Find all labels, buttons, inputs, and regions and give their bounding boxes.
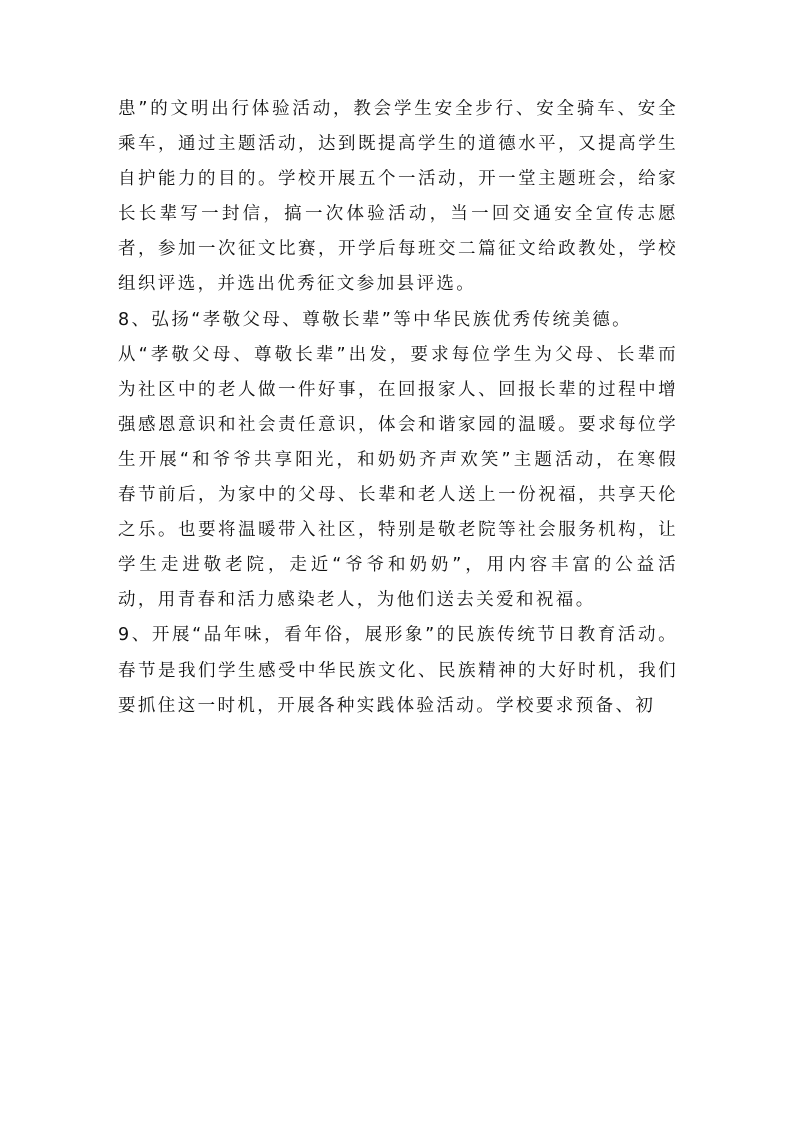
paragraph-item-9: 9、开展“品年味，看年俗，展形象”的民族传统节日教育活动。春节是我们学生感受中华民族文化、民族精神的大好时机，我们要抓住这一时机，开展各种实践体验活动。学校要求预备、初 <box>118 625 678 716</box>
document-page <box>118 92 678 724</box>
paragraph-filial-piety: 从“孝敬父母、尊敬长辈”出发，要求每位学生为父母、长辈而为社区中的老人做一件好事，在回报家人、回报长辈的过程中增强感恩意识和社会责任意识，体会和谐家园的温暖。要求每位学生开展“和爷爷共享阳光，和奶奶齐声欢笑”主题活动，在寒假春节前后，为家中的父母、长辈和老人送上一份祝福，共享天伦之乐。也要将温暖带入社区，特别是敬老院等社会服务机构，让学生走进敬老院，走近“爷爷和奶奶”，用内容丰富的公益活动，用青春和活力感染老人，为他们送去关爱和祝福。 <box>118 344 678 611</box>
paragraph-traffic-safety: 患”的文明出行体验活动，教会学生安全步行、安全骑车、安全乘车，通过主题活动，达到既提高学生的道德水平，又提高学生自护能力的目的。学校开展五个一活动，开一堂主题班会，给家长长辈写一封信，搞一次体验活动，当一回交通安全宣传志愿者，参加一次征文比赛，开学后每班交二篇征文给政教处，学校组织评选，并选出优秀征文参加县评选。 <box>118 99 678 295</box>
heading-item-8: 8、弘扬“孝敬父母、尊敬长辈”等中华民族优秀传统美德。 <box>118 309 633 330</box>
